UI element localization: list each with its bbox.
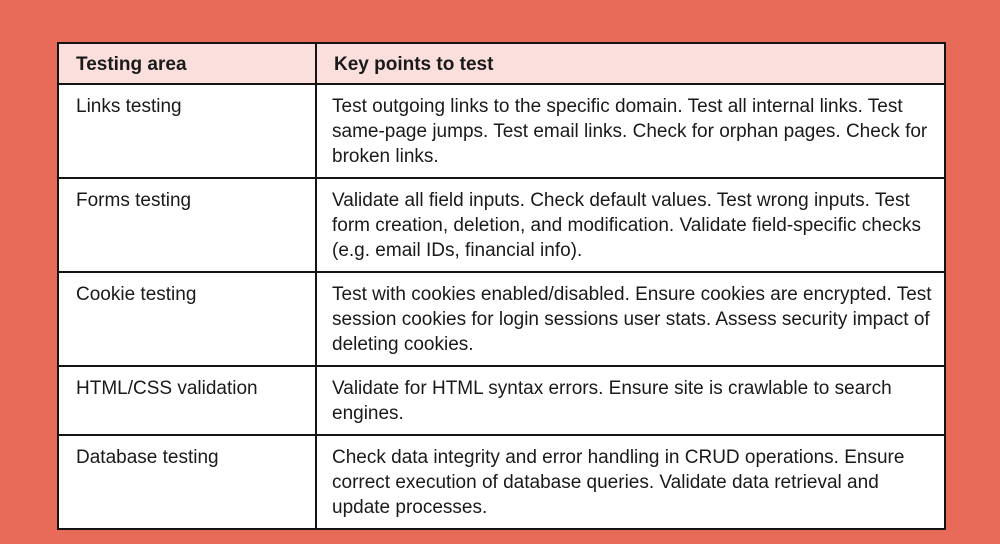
cell-key-points: Validate for HTML syntax errors. Ensure site is crawlable to search engines. — [316, 366, 945, 435]
cell-key-points: Test with cookies enabled/disabled. Ensure cookies are encrypted. Test session cookies for login sessions user stats. Assess security impact of deleting cookies. — [316, 272, 945, 366]
cell-testing-area: Links testing — [58, 84, 316, 178]
cell-key-points: Check data integrity and error handling in CRUD operations. Ensure correct execution of database queries. Validate data retrieval and update processes. — [316, 435, 945, 529]
cell-key-points: Test outgoing links to the specific domain. Test all internal links. Test same-page jumps. Test email links. Check for orphan pages. Check for broken links. — [316, 84, 945, 178]
column-header-key-points: Key points to test — [316, 43, 945, 84]
cell-testing-area: Database testing — [58, 435, 316, 529]
cell-testing-area: HTML/CSS validation — [58, 366, 316, 435]
cell-testing-area: Cookie testing — [58, 272, 316, 366]
table-row — [58, 84, 945, 178]
table-row — [58, 435, 945, 529]
table-header-row — [58, 43, 945, 84]
testing-areas-table — [57, 42, 946, 530]
cell-key-points: Validate all field inputs. Check default values. Test wrong inputs. Test form creation, deletion, and modification. Validate field-specific checks (e.g. email IDs, financial info). — [316, 178, 945, 272]
column-header-testing-area: Testing area — [58, 43, 316, 84]
cell-testing-area: Forms testing — [58, 178, 316, 272]
table-row — [58, 178, 945, 272]
table-row — [58, 366, 945, 435]
table-row — [58, 272, 945, 366]
